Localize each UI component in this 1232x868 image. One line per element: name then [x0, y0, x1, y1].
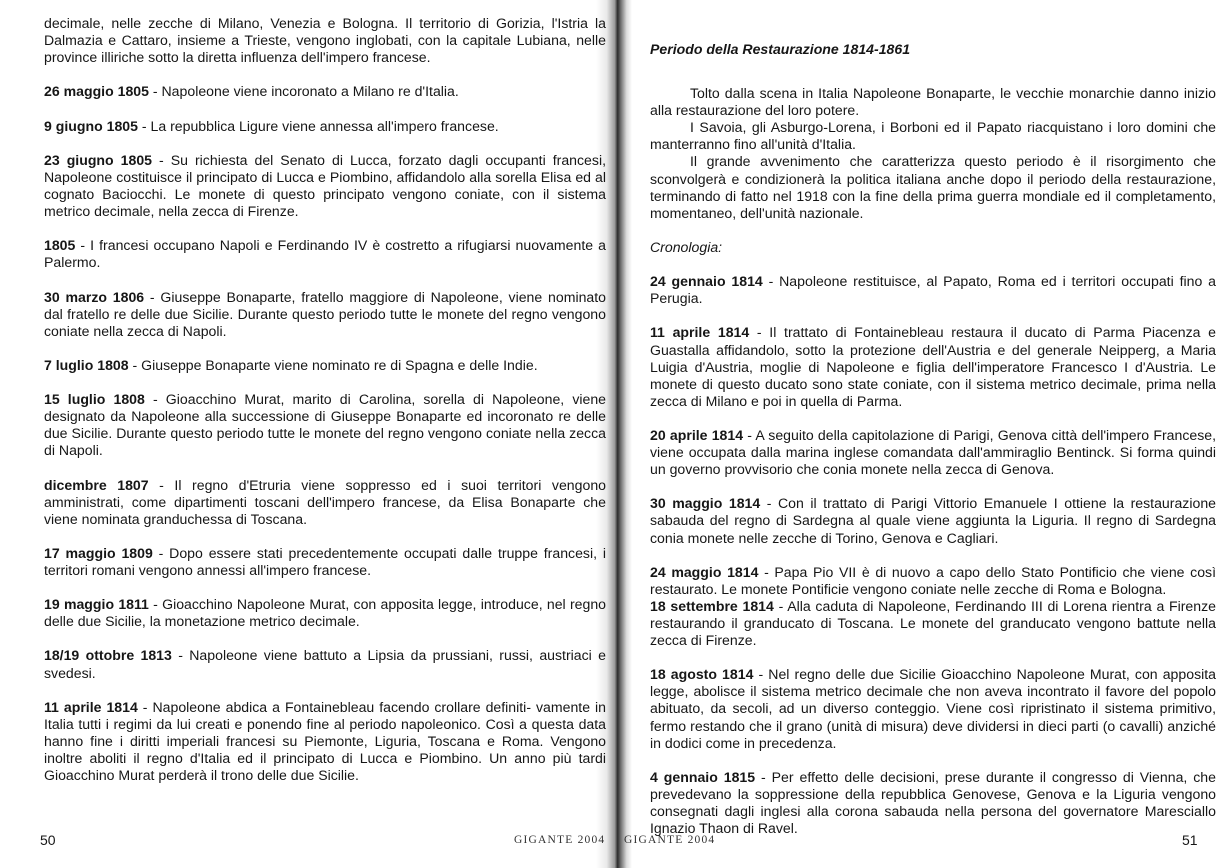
entry-text: - Gioacchino Napoleone Murat, con apposita legge, introduce, nel regno delle due Sicilie, la monetazione metrico decimale.: [44, 596, 606, 630]
entry-text: - A seguito della capitolazione di Parigi, Genova città dell'impero Francese, viene occupata dalla marina inglese comandata dall'ammiraglio Bentinck. Si forma quindi un governo provvisorio che conia monete nella zecca di Genova.: [650, 426, 1217, 478]
entry-text: - Su richiesta del Senato di Lucca, forzato dagli occupanti francesi, Napoleone costituisce il principato di Lucca e Piombino, affidandolo alla sorella Elisa ed al cognato Baciocchi. Le monete di questo principato vengono coniate, con il sistema metrico decimale, nella zecca di Firenze.: [44, 151, 606, 220]
entry-text: - Napoleone viene incoronato a Milano re d'Italia.: [148, 83, 459, 100]
intro-paragraph: Tolto dalla scena in Italia Napoleone Bonaparte, le vecchie monarchie danno inizio alla restaurazione del loro potere.: [650, 85, 1216, 119]
entry-date: 4 gennaio 1815: [650, 768, 756, 785]
timeline-entry: [650, 324, 1216, 409]
entry-text: - Con il trattato di Parigi Vittorio Emanuele I ottiene la restaurazione sabauda del regno di Sardegna al quale viene aggiunta la Liguria. Il regno di Sardegna conia monete nelle zecche di Torino, Genova e Cagliari.: [650, 495, 1216, 546]
timeline-entry: [650, 564, 1216, 598]
entry-date: 24 gennaio 1814: [650, 273, 763, 290]
timeline-entry: [44, 152, 606, 220]
timeline-entry: [44, 357, 606, 374]
page-number: 51: [1182, 832, 1198, 848]
timeline-entry: [44, 647, 606, 681]
entry-date: 30 marzo 1806: [44, 288, 145, 305]
right-page: [614, 0, 1232, 868]
intro-paragraph: I Savoia, gli Asburgo-Lorena, i Borboni ed il Papato riacquistano i loro domini che manterranno fino all'unità d'Italia.: [650, 119, 1216, 153]
timeline-entry: [44, 237, 606, 271]
entry-date: 19 maggio 1811: [44, 596, 149, 613]
entry-text: - La repubblica Ligure viene annessa all'impero francese.: [137, 117, 499, 134]
timeline-entry: [44, 391, 606, 459]
entry-text: - Il trattato di Fontainebleau restaura il ducato di Parma Piacenza e Guastalla affidandolo, sotto la protezione dell'Austria e del generale Neipperg, a Maria Luigia d'Austria, moglie di Napoleone e figlia dell'imperatore Francesco I d'Austria. Le monete di questo ducato sono state coniate, con il sistema metrico decimale, prima nella zecca di Milano e poi in quella di Parma.: [650, 324, 1216, 409]
entry-text: - Gioacchino Murat, marito di Carolina, sorella di Napoleone, viene designato da Napoleone alla successione di Giuseppe Bonaparte ed incoronato re delle due Sicilie. Durante questo periodo tutte le monete del regno vengono coniate nella zecca di Napoli.: [44, 391, 607, 459]
running-footer: GIGANTE 2004: [624, 834, 716, 846]
left-text-column: [44, 15, 606, 801]
entry-date: 18/19 ottobre 1813: [44, 647, 172, 664]
timeline-entry: [44, 699, 606, 784]
timeline-entry: [650, 273, 1216, 307]
timeline-entry: [44, 596, 606, 630]
entry-date: 24 maggio 1814: [650, 563, 759, 580]
entry-text: - Napoleone restituisce, al Papato, Roma ed i territori occupati fino a Perugia.: [650, 273, 1216, 307]
timeline-entry: [44, 477, 606, 528]
page-number: 50: [40, 832, 56, 848]
entry-date: 26 maggio 1805: [44, 83, 149, 100]
right-text-column: [650, 41, 1216, 854]
section-intro: [650, 85, 1216, 222]
timeline-entry: [650, 598, 1216, 649]
timeline-entry: [650, 666, 1216, 751]
entry-text: - Giuseppe Bonaparte viene nominato re di Spagna e delle Indie.: [128, 356, 538, 373]
entry-text: - Dopo essere stati precedentemente occupati dalle truppe francesi, i territori romani vengono annessi all'impero francese.: [44, 544, 606, 578]
timeline-entry: [650, 427, 1216, 478]
entry-date: 18 settembre 1814: [650, 597, 774, 614]
entry-date: 15 luglio 1808: [44, 391, 145, 408]
entry-text: - Napoleone viene battuto a Lipsia da prussiani, russi, austriaci e svedesi.: [44, 647, 606, 681]
timeline-entry: [650, 769, 1216, 837]
entry-text: - Nel regno delle due Sicilie Gioacchino Napoleone Murat, con apposita legge, abolisce il sistema metrico decimale che non aveva incontrato il favore del popolo abituato, da secoli, ad un diverso conteggio. Viene così ripristinato il sistema primitivo, fermo restando che il grano (unità di misura) deve dividersi in dieci parti (o cavalli) anziché in dodici come in precedenza.: [650, 666, 1216, 751]
entry-date: 11 aprile 1814: [650, 324, 750, 341]
timeline-entry: [650, 495, 1216, 546]
entry-date: 9 giugno 1805: [44, 117, 138, 134]
entry-text: decimale, nelle zecche di Milano, Venezia e Bologna. Il territorio di Gorizia, l'Istria la Dalmazia e Cattaro, insieme a Trieste, vengono inglobati, con la capitale Lubiana, nelle province illiriche sotto la diretta influenza dell'impero francese.: [44, 15, 606, 66]
entry-date: 7 luglio 1808: [44, 356, 129, 373]
timeline-entry: [44, 289, 606, 340]
entry-text: - I francesi occupano Napoli e Ferdinando IV è costretto a rifugiarsi nuovamente a Palermo.: [44, 237, 606, 271]
entry-text: - Il regno d'Etruria viene soppresso ed i suoi territori vengono amministrati, come dipartimenti toscani dell'impero francese, da Elisa Bonaparte che viene nominata granduchessa di Toscana.: [44, 476, 606, 527]
entry-date: 23 giugno 1805: [44, 151, 153, 168]
entry-date: 1805: [44, 237, 76, 254]
section-heading: Periodo della Restaurazione 1814-1861: [650, 41, 911, 57]
left-page: [0, 0, 614, 868]
timeline-entry: [44, 83, 606, 100]
entry-text: - Napoleone abdica a Fontainebleau facendo crollare definiti- vamente in Italia tutti i regimi da lui creati e ponendo fine al periodo napoleonico. Così a questa data hanno fine i diritti imperiali francesi su Piemonte, Liguria, Toscana e Roma. Vengono inoltre aboliti il regno d'Italia ed il principato di Lucca e Piombino. Un anno più tardi Gioacchino Murat perderà il trono delle due Sicilie.: [44, 698, 606, 784]
entry-date: 20 aprile 1814: [650, 426, 744, 443]
entry-text: - Alla caduta di Napoleone, Ferdinando III di Lorena rientra a Firenze restaurando il granducato di Toscana. Le monete del granducato vengono battute nella zecca di Firenze.: [650, 597, 1216, 649]
entry-date: 11 aprile 1814: [44, 698, 138, 715]
entry-text: - Giuseppe Bonaparte, fratello maggiore di Napoleone, viene nominato dal fratello re delle due Sicilie. Durante questo periodo tutte le monete del regno vengono coniate nella zecca di Napoli.: [44, 288, 607, 339]
timeline-entry: [44, 15, 606, 66]
timeline-entry: [44, 545, 606, 579]
entry-date: dicembre 1807: [44, 476, 149, 493]
timeline-entry: [44, 118, 606, 135]
running-footer: GIGANTE 2004: [514, 834, 606, 846]
entry-date: 17 maggio 1809: [44, 544, 153, 561]
entry-date: 30 maggio 1814: [650, 495, 761, 512]
entry-text: - Papa Pio VII è di nuovo a capo dello Stato Pontificio che viene così restaurato. Le monete Pontificie vengono coniate nelle zecche di Roma e Bologna.: [650, 563, 1216, 597]
entry-text: - Per effetto delle decisioni, prese durante il congresso di Vienna, che prevedevano la soppressione della repubblica Genovese, Genova e la Liguria vengono consegnati dagli inglesi alla corona sabauda nella persona del governatore Maresciallo Ignazio Thaon di Ravel.: [650, 768, 1216, 837]
intro-paragraph: Il grande avvenimento che caratterizza questo periodo è il risorgimento che sconvolgerà e condizionerà la politica italiana anche dopo il periodo della restaurazione, terminando di fatto nel 1918 con la fine della prima guerra mondiale ed il completamento, momentaneo, dell'unità nazionale.: [650, 153, 1216, 221]
chronology-heading: Cronologia:: [650, 238, 723, 255]
entry-date: 18 agosto 1814: [650, 666, 754, 683]
